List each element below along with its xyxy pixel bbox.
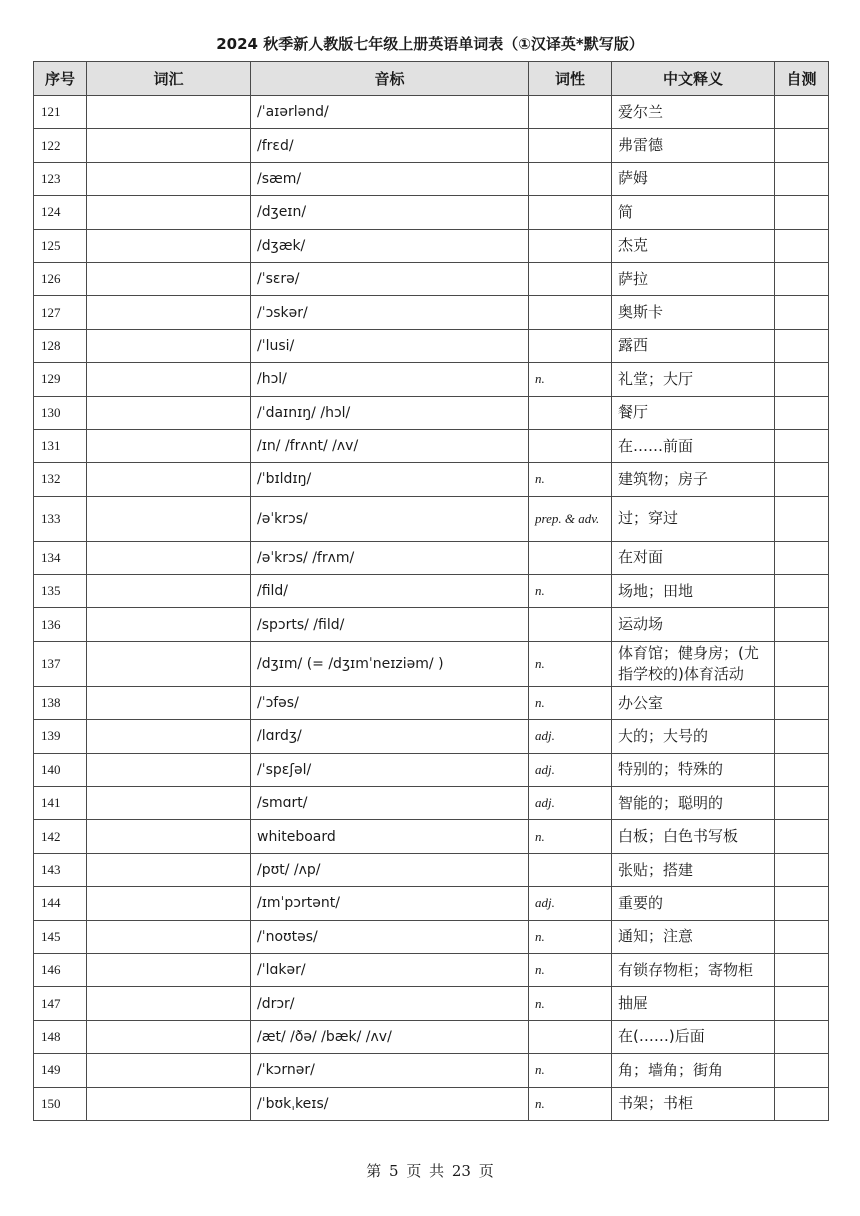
table-row (34, 196, 829, 229)
pos-cell: prep. & adv. (529, 496, 612, 541)
table-row (34, 720, 829, 753)
table-row (34, 229, 829, 262)
pos-cell (529, 853, 612, 886)
phonetic-cell: /pʊt/ /ʌp/ (251, 853, 529, 886)
phonetic-cell: /æt/ /ðə/ /bæk/ /ʌv/ (251, 1020, 529, 1053)
phonetic-cell: /spɔrts/ /fild/ (251, 608, 529, 641)
check-cell[interactable] (775, 296, 829, 329)
phonetic-cell: /ɪmˈpɔrtənt/ (251, 887, 529, 920)
meaning-cell: 张贴；搭建 (612, 853, 775, 886)
phonetic-cell: /ˈaɪərlənd/ (251, 96, 529, 129)
pos-cell: n. (529, 820, 612, 853)
word-cell[interactable] (87, 686, 251, 719)
word-cell[interactable] (87, 887, 251, 920)
phonetic-cell: /ˈkɔrnər/ (251, 1054, 529, 1087)
pos-cell (529, 196, 612, 229)
meaning-cell: 餐厅 (612, 396, 775, 429)
table-row (34, 396, 829, 429)
word-cell[interactable] (87, 1054, 251, 1087)
table-row (34, 363, 829, 396)
phonetic-cell: /fild/ (251, 575, 529, 608)
index-cell: 144 (34, 887, 87, 920)
check-cell[interactable] (775, 887, 829, 920)
meaning-cell: 在(……)后面 (612, 1020, 775, 1053)
word-cell[interactable] (87, 96, 251, 129)
table-row (34, 162, 829, 195)
table-row (34, 129, 829, 162)
header-pos: 词性 (529, 62, 612, 96)
index-cell: 147 (34, 987, 87, 1020)
meaning-cell: 在……前面 (612, 429, 775, 462)
table-row (34, 1020, 829, 1053)
pos-cell: adj. (529, 753, 612, 786)
phonetic-cell: /hɔl/ (251, 363, 529, 396)
phonetic-cell: /ˈnoʊtəs/ (251, 920, 529, 953)
table-row (34, 96, 829, 129)
index-cell: 134 (34, 541, 87, 574)
pos-cell (529, 229, 612, 262)
table-row (34, 753, 829, 786)
word-cell[interactable] (87, 129, 251, 162)
index-cell: 139 (34, 720, 87, 753)
table-row (34, 853, 829, 886)
word-cell[interactable] (87, 363, 251, 396)
meaning-cell: 露西 (612, 329, 775, 362)
pos-cell: n. (529, 1054, 612, 1087)
check-cell[interactable] (775, 686, 829, 719)
word-cell[interactable] (87, 162, 251, 195)
check-cell[interactable] (775, 262, 829, 295)
check-cell[interactable] (775, 720, 829, 753)
word-cell[interactable] (87, 196, 251, 229)
meaning-cell: 书架；书柜 (612, 1087, 775, 1120)
table-row (34, 787, 829, 820)
header-phonetic: 音标 (251, 62, 529, 96)
word-cell[interactable] (87, 575, 251, 608)
index-cell: 135 (34, 575, 87, 608)
phonetic-cell: /dʒɪm/ (= /dʒɪmˈneɪziəm/ ) (251, 641, 529, 686)
phonetic-cell: /dʒæk/ (251, 229, 529, 262)
phonetic-cell: /smɑrt/ (251, 787, 529, 820)
meaning-cell: 办公室 (612, 686, 775, 719)
check-cell[interactable] (775, 429, 829, 462)
pos-cell: n. (529, 953, 612, 986)
meaning-cell: 萨姆 (612, 162, 775, 195)
table-row (34, 953, 829, 986)
pos-cell (529, 262, 612, 295)
meaning-cell: 抽屉 (612, 987, 775, 1020)
phonetic-cell: /ˈbɪldɪŋ/ (251, 463, 529, 496)
index-cell: 133 (34, 496, 87, 541)
meaning-cell: 爱尔兰 (612, 96, 775, 129)
word-cell[interactable] (87, 1020, 251, 1053)
pos-cell: n. (529, 1087, 612, 1120)
check-cell[interactable] (775, 496, 829, 541)
word-cell[interactable] (87, 1087, 251, 1120)
check-cell[interactable] (775, 1054, 829, 1087)
table-row (34, 296, 829, 329)
phonetic-cell: /ɪn/ /frʌnt/ /ʌv/ (251, 429, 529, 462)
word-cell[interactable] (87, 787, 251, 820)
phonetic-cell: /ˈlɑkər/ (251, 953, 529, 986)
meaning-cell: 萨拉 (612, 262, 775, 295)
pos-cell (529, 396, 612, 429)
check-cell[interactable] (775, 329, 829, 362)
check-cell[interactable] (775, 396, 829, 429)
word-cell[interactable] (87, 608, 251, 641)
table-row (34, 920, 829, 953)
meaning-cell: 奥斯卡 (612, 296, 775, 329)
word-cell[interactable] (87, 296, 251, 329)
phonetic-cell: /dʒeɪn/ (251, 196, 529, 229)
table-header-row (34, 62, 829, 96)
index-cell: 137 (34, 641, 87, 686)
pos-cell (529, 296, 612, 329)
check-cell[interactable] (775, 787, 829, 820)
table-row (34, 686, 829, 719)
table-row (34, 575, 829, 608)
pos-cell (529, 329, 612, 362)
index-cell: 126 (34, 262, 87, 295)
word-cell[interactable] (87, 463, 251, 496)
meaning-cell: 礼堂；大厅 (612, 363, 775, 396)
word-cell[interactable] (87, 820, 251, 853)
pos-cell (529, 129, 612, 162)
check-cell[interactable] (775, 1020, 829, 1053)
table-row (34, 1087, 829, 1120)
index-cell: 129 (34, 363, 87, 396)
index-cell: 150 (34, 1087, 87, 1120)
table-row (34, 987, 829, 1020)
phonetic-cell: /ˈɔfəs/ (251, 686, 529, 719)
index-cell: 125 (34, 229, 87, 262)
word-cell[interactable] (87, 641, 251, 686)
word-cell[interactable] (87, 396, 251, 429)
pos-cell: n. (529, 575, 612, 608)
header-check: 自测 (775, 62, 829, 96)
index-cell: 146 (34, 953, 87, 986)
pos-cell: adj. (529, 787, 612, 820)
pos-cell: adj. (529, 720, 612, 753)
word-cell[interactable] (87, 753, 251, 786)
word-cell[interactable] (87, 920, 251, 953)
meaning-cell: 弗雷德 (612, 129, 775, 162)
phonetic-cell: /ˈsɛrə/ (251, 262, 529, 295)
check-cell[interactable] (775, 463, 829, 496)
index-cell: 127 (34, 296, 87, 329)
check-cell[interactable] (775, 987, 829, 1020)
check-cell[interactable] (775, 162, 829, 195)
check-cell[interactable] (775, 129, 829, 162)
table-row (34, 541, 829, 574)
pos-cell: n. (529, 686, 612, 719)
index-cell: 141 (34, 787, 87, 820)
table-row (34, 496, 829, 541)
phonetic-cell: /ˈlusi/ (251, 329, 529, 362)
page-footer: 第 5 页 共 23 页 (366, 1162, 494, 1180)
meaning-cell: 体育馆；健身房；(尤指学校的)体育活动 (612, 641, 775, 686)
check-cell[interactable] (775, 196, 829, 229)
index-cell: 136 (34, 608, 87, 641)
index-cell: 148 (34, 1020, 87, 1053)
phonetic-cell: /ˈspɛʃəl/ (251, 753, 529, 786)
pos-cell: n. (529, 641, 612, 686)
index-cell: 124 (34, 196, 87, 229)
meaning-cell: 重要的 (612, 887, 775, 920)
check-cell[interactable] (775, 96, 829, 129)
header-index: 序号 (34, 62, 87, 96)
index-cell: 140 (34, 753, 87, 786)
index-cell: 128 (34, 329, 87, 362)
meaning-cell: 通知；注意 (612, 920, 775, 953)
check-cell[interactable] (775, 853, 829, 886)
pos-cell: n. (529, 920, 612, 953)
index-cell: 122 (34, 129, 87, 162)
meaning-cell: 白板；白色书写板 (612, 820, 775, 853)
pos-cell: adj. (529, 887, 612, 920)
meaning-cell: 杰克 (612, 229, 775, 262)
pos-cell (529, 162, 612, 195)
index-cell: 143 (34, 853, 87, 886)
check-cell[interactable] (775, 541, 829, 574)
index-cell: 138 (34, 686, 87, 719)
table-row (34, 262, 829, 295)
index-cell: 142 (34, 820, 87, 853)
meaning-cell: 特别的；特殊的 (612, 753, 775, 786)
vocabulary-table (33, 61, 829, 1121)
index-cell: 130 (34, 396, 87, 429)
pos-cell: n. (529, 363, 612, 396)
pos-cell (529, 96, 612, 129)
meaning-cell: 过；穿过 (612, 496, 775, 541)
index-cell: 149 (34, 1054, 87, 1087)
check-cell[interactable] (775, 820, 829, 853)
phonetic-cell: whiteboard (251, 820, 529, 853)
meaning-cell: 运动场 (612, 608, 775, 641)
phonetic-cell: /ˈɔskər/ (251, 296, 529, 329)
phonetic-cell: /sæm/ (251, 162, 529, 195)
phonetic-cell: /əˈkrɔs/ (251, 496, 529, 541)
check-cell[interactable] (775, 1087, 829, 1120)
meaning-cell: 大的；大号的 (612, 720, 775, 753)
index-cell: 121 (34, 96, 87, 129)
pos-cell (529, 608, 612, 641)
meaning-cell: 角；墙角；街角 (612, 1054, 775, 1087)
meaning-cell: 场地；田地 (612, 575, 775, 608)
table-row (34, 887, 829, 920)
word-cell[interactable] (87, 262, 251, 295)
phonetic-cell: /frɛd/ (251, 129, 529, 162)
phonetic-cell: /ˈdaɪnɪŋ/ /hɔl/ (251, 396, 529, 429)
check-cell[interactable] (775, 575, 829, 608)
check-cell[interactable] (775, 229, 829, 262)
pos-cell (529, 541, 612, 574)
word-cell[interactable] (87, 720, 251, 753)
table-row (34, 429, 829, 462)
check-cell[interactable] (775, 920, 829, 953)
table-row (34, 329, 829, 362)
check-cell[interactable] (775, 608, 829, 641)
index-cell: 145 (34, 920, 87, 953)
word-cell[interactable] (87, 496, 251, 541)
pos-cell: n. (529, 987, 612, 1020)
word-cell[interactable] (87, 329, 251, 362)
meaning-cell: 建筑物；房子 (612, 463, 775, 496)
word-cell[interactable] (87, 953, 251, 986)
index-cell: 131 (34, 429, 87, 462)
check-cell[interactable] (775, 953, 829, 986)
word-cell[interactable] (87, 541, 251, 574)
word-cell[interactable] (87, 853, 251, 886)
pos-cell (529, 1020, 612, 1053)
table-row (34, 463, 829, 496)
word-cell[interactable] (87, 229, 251, 262)
check-cell[interactable] (775, 363, 829, 396)
table-row (34, 641, 829, 686)
phonetic-cell: /ˈbʊkˌkeɪs/ (251, 1087, 529, 1120)
word-cell[interactable] (87, 987, 251, 1020)
check-cell[interactable] (775, 753, 829, 786)
pos-cell (529, 429, 612, 462)
table-row (34, 1054, 829, 1087)
check-cell[interactable] (775, 641, 829, 686)
header-meaning: 中文释义 (612, 62, 775, 96)
table-row (34, 820, 829, 853)
meaning-cell: 有锁存物柜；寄物柜 (612, 953, 775, 986)
phonetic-cell: /drɔr/ (251, 987, 529, 1020)
page-title: 2024 秋季新人教版七年级上册英语单词表（①汉译英*默写版） (216, 35, 644, 53)
phonetic-cell: /lɑrdʒ/ (251, 720, 529, 753)
meaning-cell: 智能的；聪明的 (612, 787, 775, 820)
index-cell: 132 (34, 463, 87, 496)
table-row (34, 608, 829, 641)
index-cell: 123 (34, 162, 87, 195)
phonetic-cell: /əˈkrɔs/ /frʌm/ (251, 541, 529, 574)
pos-cell: n. (529, 463, 612, 496)
header-word: 词汇 (87, 62, 251, 96)
word-cell[interactable] (87, 429, 251, 462)
meaning-cell: 简 (612, 196, 775, 229)
meaning-cell: 在对面 (612, 541, 775, 574)
